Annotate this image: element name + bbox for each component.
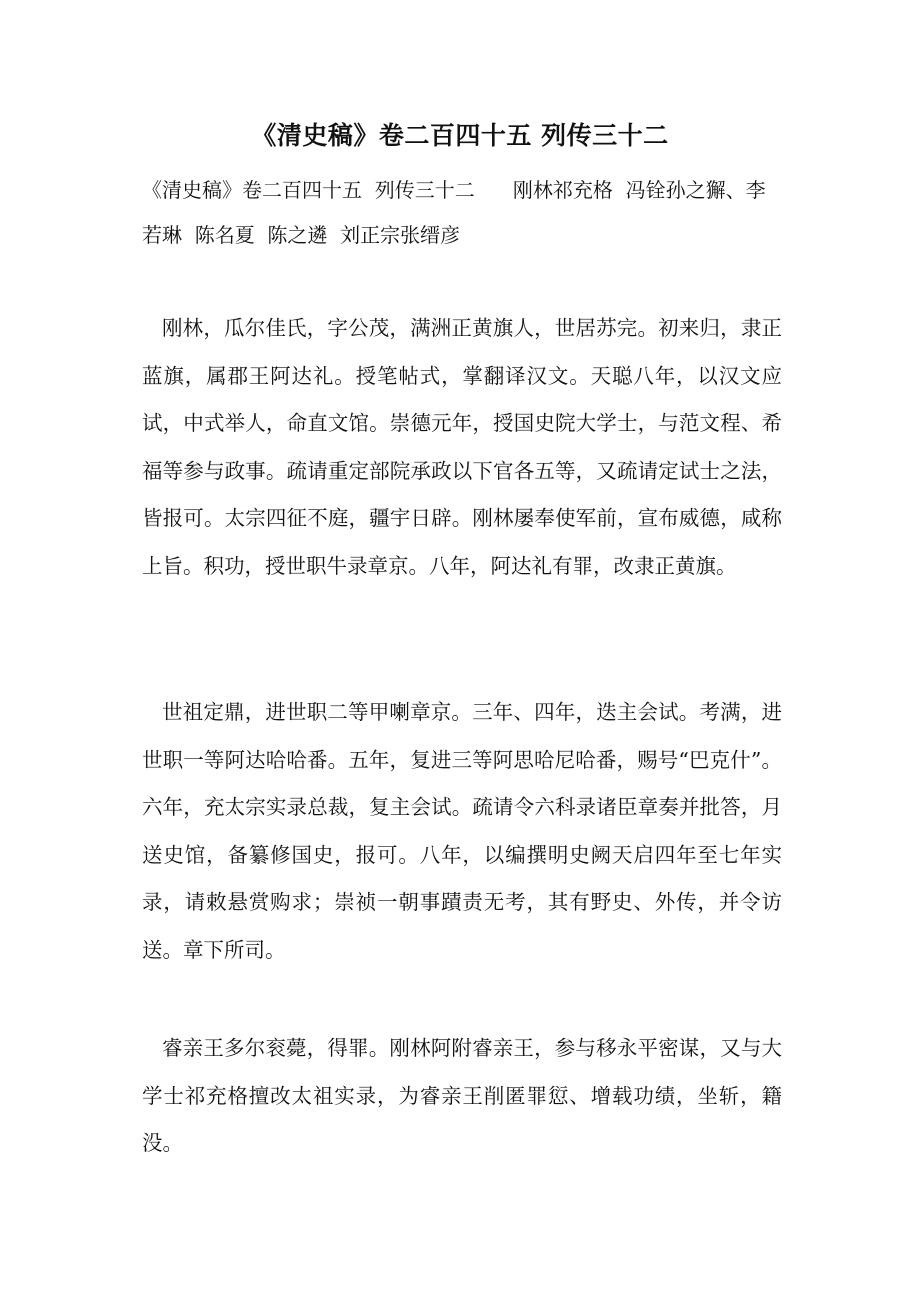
paragraph-2: 世祖定鼎，进世职二等甲喇章京。三年、四年，迭主会试。考满，进世职一等阿达哈哈番。五年，复进三等阿思哈尼哈番，赐号“巴克什”。六年，充太宗实录总裁，复主会试。疏请令六科录诸臣章奏并批答，月送史馆，备纂修国史，报可。八年，以编撰明史阙天启四年至七年实录，请敕悬赏购求；崇祯一朝事蹟责无考，其有野史、外传，并令访送。章下所司。 bbox=[142, 700, 782, 962]
paragraph-3: 睿亲王多尔衮薨，得罪。刚林阿附睿亲王，参与移永平密谋，又与大学士祁充格擅改太祖实录，为睿亲王削匿罪愆、增载功绩，坐斩，籍没。 bbox=[142, 1036, 782, 1155]
paragraph-1: 刚林，瓜尔佳氏，字公茂，满洲正黄旗人，世居苏完。初来归，隶正蓝旗，属郡王阿达礼。授笔帖式，掌翻译汉文。天聪八年，以汉文应试，中式举人，命直文馆。崇德元年，授国史院大学士，与范文程、希福等参与政事。疏请重定部院承政以下官各五等，又疏请定试士之法，皆报可。太宗四征不庭，疆宇日辟。刚林屡奉使军前，宣布威德，咸称上旨。积功，授世职牛录章京。八年，阿达礼有罪，改隶正黄旗。 bbox=[142, 316, 782, 578]
document-title: 《清史稿》卷二百四十五 列传三十二 bbox=[251, 121, 669, 150]
document-subtitle: 《清史稿》卷二百四十五 列传三十二 刚林祁充格 冯铨孙之獬、李若琳 陈名夏 陈之遴 刘正宗张缙彦 bbox=[142, 178, 766, 247]
